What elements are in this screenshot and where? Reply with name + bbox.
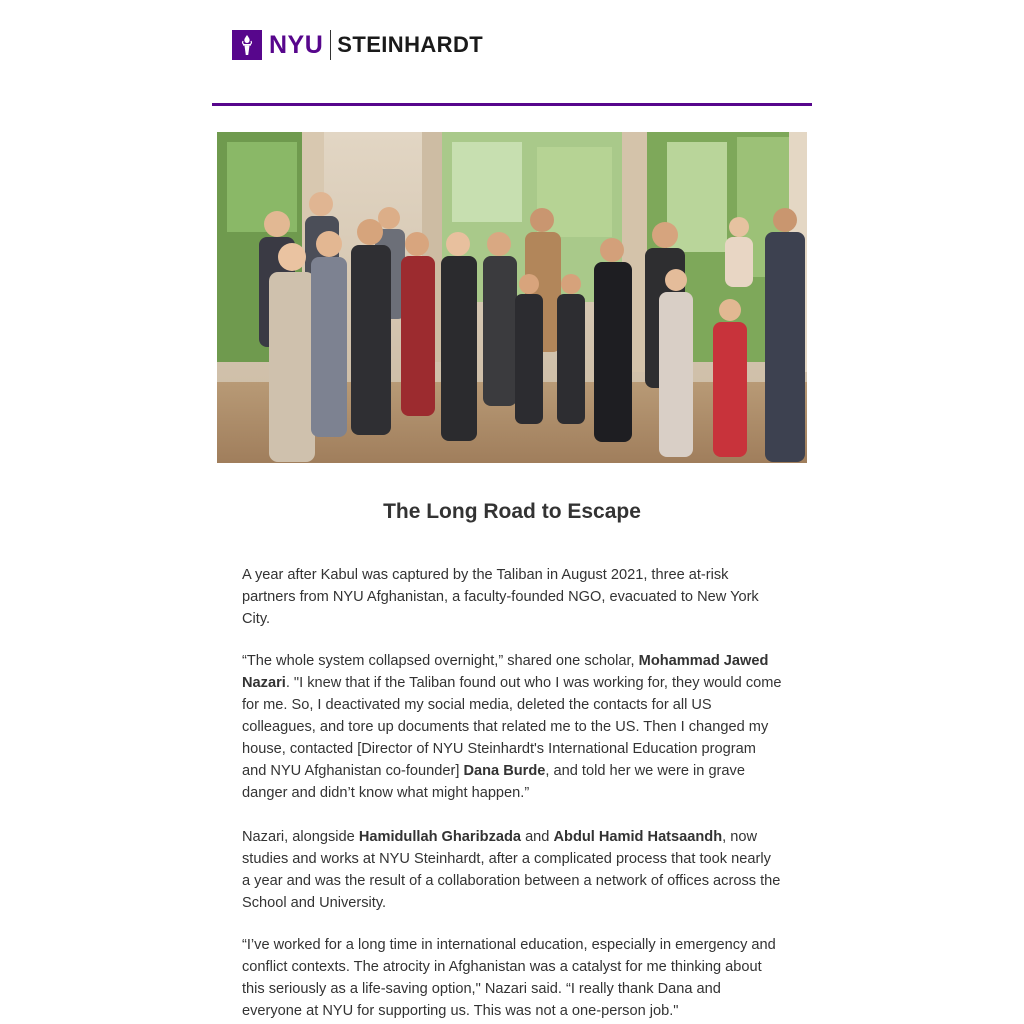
hero-group-photo [217, 132, 807, 463]
torch-icon [232, 30, 262, 60]
logo-divider [330, 30, 331, 60]
paragraph-2-text-c: , and told her we were in grave danger and didn’t know what might happen.” [242, 763, 745, 801]
article-body [242, 564, 782, 1024]
logo-school-text: STEINHARDT [337, 32, 484, 57]
paragraph-3-text-c: , now studies and works at NYU Steinhardt, after a complicated process that took nearly a year and was the result of a collaboration between a network of offices across the School and University. [242, 829, 781, 911]
nyu-steinhardt-logo[interactable] [232, 30, 483, 60]
paragraph-1: A year after Kabul was captured by the Taliban in August 2021, three at-risk partners from NYU Afghanistan, a faculty-founded NGO, evacuated to New York City. [242, 567, 759, 627]
name-dana-burde: Dana Burde [463, 763, 546, 779]
name-hamidullah-gharibzada: Hamidullah Gharibzada [358, 829, 522, 845]
paragraph-3-text-b: and [521, 829, 554, 845]
paragraph-2 [242, 650, 782, 804]
paragraph-3-text-a: Nazari, alongside [242, 829, 359, 845]
name-mohammad-jawed-nazari: Mohammad Jawed Nazari [242, 653, 769, 691]
paragraph-2-text-a: “The whole system collapsed overnight,” shared one scholar, [242, 653, 639, 669]
logo-nyu-text: NYU [269, 31, 324, 59]
paragraph-4: “I’ve worked for a long time in international education, especially in emergency and conflict contexts. The atrocity in Afghanistan was a catalyst for me thinking about this seriously as a life-saving option," Nazari said. “I really thank Dana and everyone at NYU for supporting us. This was not a one-person job." [242, 937, 776, 1019]
paragraph-2-text-b: . "I knew that if the Taliban found out who I was working for, they would come for me. So, I deactivated my social media, deleted the contacts for all US colleagues, and tore up documents that related me to the US. Then I changed my house, contacted [Director of NYU Steinhardt's International Education program and NYU Afghanistan co-founder] [242, 675, 782, 779]
article-title: The Long Road to Escape [383, 500, 641, 523]
name-abdul-hamid-hatsaandh: Abdul Hamid Hatsaandh [553, 829, 723, 845]
paragraph-3 [242, 826, 782, 914]
header-divider [212, 103, 812, 106]
